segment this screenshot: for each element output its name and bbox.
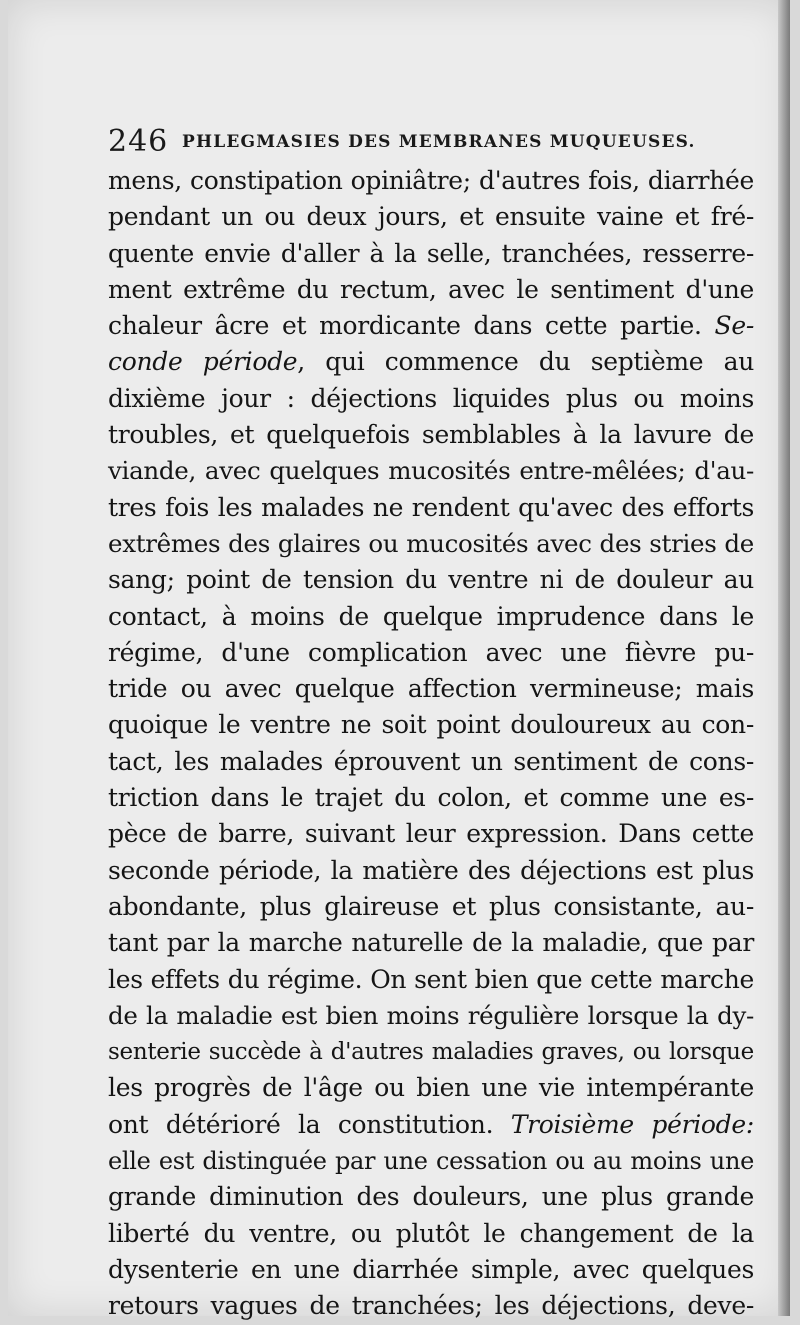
text-line: conde période, qui commence du septième au: [108, 347, 754, 377]
page-header: [108, 118, 748, 158]
text-line: mens, constipation opiniâtre; d'autres fois, diarrhée: [108, 166, 754, 195]
text-line: les progrès de l'âge ou bien une vie intempérante: [108, 1073, 754, 1103]
text-line: retours vagues de tranchées; les déjections, deve-: [108, 1291, 754, 1321]
text-line: les effets du régime. On sent bien que cette marche: [108, 964, 754, 994]
text-line: triction dans le trajet du colon, et comme une es-: [108, 783, 754, 813]
page-edge-shadow: [778, 0, 790, 1316]
text-line: pendant un ou deux jours, et ensuite vaine et fré-: [108, 202, 754, 232]
text-line: de la maladie est bien moins régulière lorsque la dy-: [108, 1000, 754, 1030]
text-line: abondante, plus glaireuse et plus consistante, au-: [108, 891, 754, 921]
text-line: quoique le ventre ne soit point douloureux au con-: [108, 710, 754, 740]
text-line: dixième jour : déjections liquides plus ou moins: [108, 383, 754, 413]
text-line: tride ou avec quelque affection vermineuse; mais: [108, 674, 754, 704]
text-line: sang; point de tension du ventre ni de douleur au: [108, 565, 754, 595]
body-text: [108, 163, 754, 1325]
page-number: 246: [108, 124, 169, 159]
text-line: tres fois les malades ne rendent qu'avec des efforts: [108, 492, 754, 522]
text-line: chaleur âcre et mordicante dans cette partie. Se-: [108, 311, 754, 341]
text-line: ont détérioré la constitution. Troisième période:: [108, 1109, 754, 1139]
running-title: PHLEGMASIES DES MEMBRANES MUQUEUSES.: [182, 132, 696, 152]
text-line: elle est distinguée par une cessation ou au moins une: [108, 1147, 754, 1176]
text-line: tact, les malades éprouvent un sentiment de cons-: [108, 746, 754, 776]
text-line: troubles, et quelquefois semblables à la lavure de: [108, 420, 754, 450]
text-line: quente envie d'aller à la selle, tranchées, resserre-: [108, 238, 754, 268]
text-line: pèce de barre, suivant leur expression. Dans cette: [108, 819, 754, 849]
text-line: liberté du ventre, ou plutôt le changement de la: [108, 1218, 754, 1248]
italic-section-name: Troisième période:: [510, 1109, 754, 1139]
text-line: grande diminution des douleurs, une plus grande: [108, 1182, 754, 1212]
text-line: senterie succède à d'autres maladies graves, ou lorsque: [108, 1039, 754, 1066]
text-line: tant par la marche naturelle de la maladie, que par: [108, 928, 754, 958]
text-line: seconde période, la matière des déjections est plus: [108, 855, 754, 885]
book-page: [8, 0, 790, 1321]
text-line: dysenterie en une diarrhée simple, avec quelques: [108, 1254, 754, 1284]
text-line: viande, avec quelques mucosités entre-mêlées; d'au-: [108, 456, 754, 486]
text-line: ment extrême du rectum, avec le sentiment d'une: [108, 274, 754, 304]
italic-section-name: conde période: [108, 347, 298, 377]
text-line: contact, à moins de quelque imprudence dans le: [108, 601, 754, 631]
text-line: régime, d'une complication avec une fièvre pu-: [108, 637, 754, 667]
text-line: extrêmes des glaires ou mucosités avec des stries de: [108, 528, 754, 558]
italic-section-name: Se-: [714, 311, 754, 341]
